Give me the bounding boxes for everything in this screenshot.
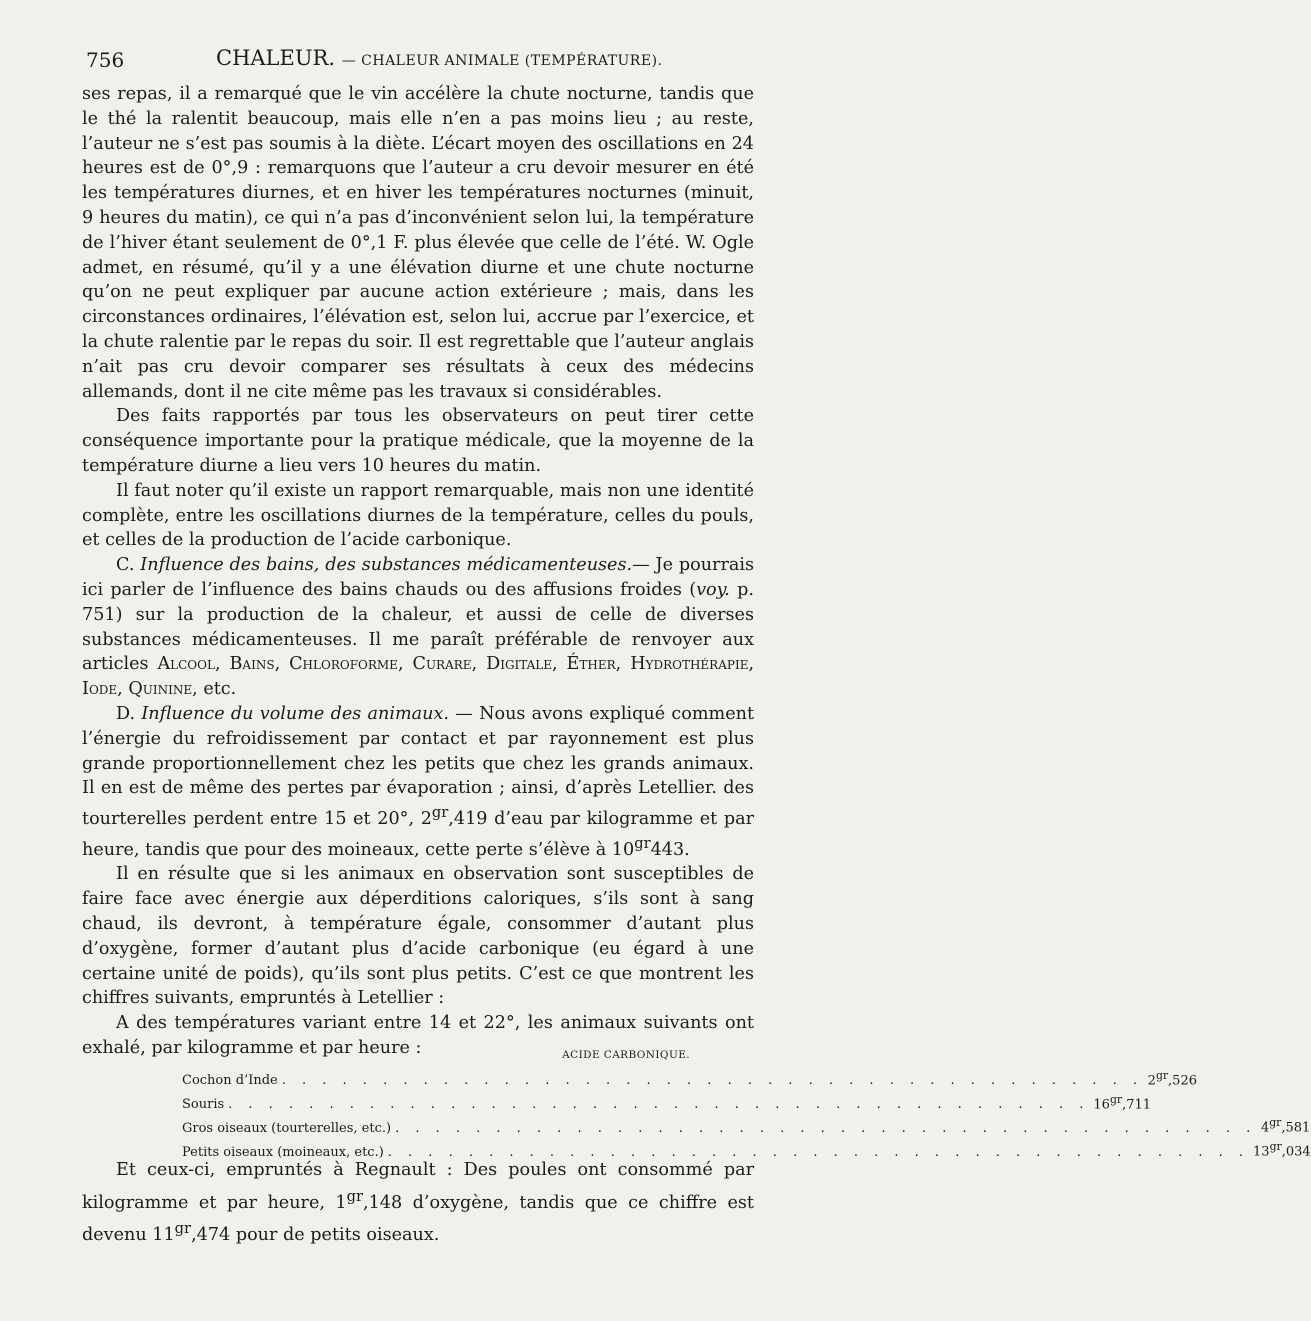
table-row [182, 1091, 1152, 1115]
paragraph-continuation: ses repas, il a remarqué que le vin accélère la chute nocturne, tandis que le thé la ralentit beaucoup, mais elle n’en a pas moins lieu ; au reste, l’auteur ne s’est pas soumis à la diète. L’écart moyen des oscillations en 24 heures est de 0°,9 : remarquons que l’auteur a cru devoir mesurer en été les températures diurnes, et en hiver les températures nocturnes (minuit, 9 heures du matin), ce qui n’a pas d’inconvénient selon lui, la température de l’hiver étant seulement de 0°,1 F. plus élevée que celle de l’été. W. Ogle admet, en résumé, qu’il y a une élévation diurne et une chute nocturne qu’on ne peut expliquer par aucune action extérieure ; mais, dans les circonstances ordinaires, l’élévation est, selon lui, accrue par l’exercice, et la chute ralentie par le repas du soir. Il est regrettable que l’auteur anglais n’ait pas cru devoir comparer ses résultats à ceux des médecins allemands, dont il ne cite même pas les travaux si considérables. [82, 84, 754, 402]
unit-gr: gr [1269, 1140, 1282, 1154]
section-c-letter: C. [116, 555, 135, 576]
row-value [1260, 1114, 1310, 1138]
unit-gr: gr [634, 834, 651, 852]
unit-gr: gr [346, 1187, 364, 1205]
closing-text [82, 1158, 754, 1248]
article-ref: Digitale [486, 654, 553, 675]
article-ref: Hydrothérapie [630, 654, 749, 675]
paragraph-consequence: Des faits rapportés par tous les observateurs on peut tirer cette conséquence importante pour la pratique médicale, que la moyenne de la température diurne a lieu vers 10 heures du matin. [82, 406, 754, 476]
paragraph-oxygen: Il en résulte que si les animaux en observation sont susceptibles de faire face avec énergie aux déperditions caloriques, s’ils sont à sang chaud, ils devront, à température égale, consommer d’autant plus d’oxygène, former d’autant plus d’acide carbonique (eu égard à une certaine unité de poids), qu’ils sont plus petits. C’est ce que montrent les chiffres suivants, empruntés à Letellier : [82, 864, 754, 1009]
section-d-text: — Nous avons expliqué comment l’énergie du refroidissement par contact et par rayonnement est plus grande proportionnellement chez les petits que chez les grands animaux. Il en est de même des pertes par évaporation ; ainsi, d’après Letellier. des tourterelles perdent entre 15 et 20°, 2 [82, 703, 755, 829]
article-ref: Quinine [128, 679, 193, 700]
row-label: Gros oiseaux (tourterelles, etc.) [182, 1120, 392, 1136]
article-ref: Éther [566, 654, 616, 675]
main-text [82, 82, 754, 1061]
regnault-text: Et ceux-ci, empruntés à Regnault : Des poules ont consommé par kilogramme et par heure, 1 [82, 1160, 754, 1213]
chapter-title: CHALEUR. [216, 46, 336, 70]
value-integer: 4 [1260, 1120, 1270, 1136]
chapter-subtitle: — CHALEUR ANIMALE (TEMPÉRATURE). [341, 53, 663, 69]
section-c-ending: etc. [203, 679, 237, 700]
article-ref: Curare [412, 654, 472, 675]
value-decimal: ,526 [1168, 1072, 1197, 1088]
regnault-text-2: ,148 d’oxygène, tandis que ce chiffre est devenu 11 [82, 1192, 754, 1245]
section-c-text: — Je pourrais ici parler de l’influence des bains chauds ou des affusions froides ( [82, 555, 754, 600]
section-d-paragraph [82, 702, 754, 863]
running-header [86, 46, 756, 80]
value-decimal: ,581 [1281, 1120, 1311, 1136]
unit-gr: gr [1155, 1068, 1169, 1082]
unit-gr: gr [431, 804, 449, 822]
running-title [216, 46, 662, 70]
table-row [182, 1114, 1311, 1138]
value-integer: 16 [1093, 1096, 1110, 1112]
paragraph-table-intro: A des températures variant entre 14 et 22°, les animaux suivants ont exhalé, par kilogramme et par heure : [82, 1013, 754, 1058]
unit-gr: gr [1269, 1116, 1282, 1130]
row-value [1253, 1138, 1311, 1162]
unit-gr: gr [1109, 1092, 1123, 1106]
paragraph-regnault [82, 1158, 754, 1248]
row-label: Petits oiseaux (moineaux, etc.) [182, 1144, 384, 1160]
value-decimal: ,034 [1281, 1144, 1311, 1160]
regnault-text-3: ,474 pour de petits oiseaux. [191, 1224, 440, 1245]
reference-voy: voy. [696, 579, 730, 600]
co2-table [182, 1046, 1311, 1162]
section-d-text-2: ,419 d’eau par kilogramme et par heure, tandis que pour des moineaux, cette perte s’élève à 10 [82, 808, 754, 860]
dot-leader: . . . . . . . . . . . . . . . . . . . . . . . . . . . . . . . . . . . . . . . . . . . [395, 1120, 1257, 1136]
value-integer: 13 [1253, 1144, 1270, 1160]
table-row [182, 1067, 1197, 1091]
value-decimal: ,711 [1122, 1096, 1152, 1112]
section-d-heading: Influence du volume des animaux. [141, 703, 449, 724]
table-header: ACIDE CARBONIQUE. [562, 1049, 690, 1061]
article-ref: Iode [82, 679, 118, 700]
page-number: 756 [86, 48, 125, 72]
paragraph-rapport: Il faut noter qu’il existe un rapport remarquable, mais non une identité complète, entre les oscillations diurnes de la température, celles du pouls, et celles de la production de l’acide carbonique. [82, 480, 754, 551]
row-value [1093, 1091, 1152, 1115]
section-d-letter: D. [116, 703, 136, 724]
article-ref: Alcool [157, 654, 215, 675]
row-label: Cochon d’Inde [182, 1072, 278, 1088]
section-d-text-3: 443. [650, 839, 690, 860]
section-c-text-2: p. 751) sur la production de la chaleur, et aussi de celle de diverses substances médicamenteuses. Il me paraît préférable de renvoyer aux articles [82, 579, 754, 675]
dot-leader: . . . . . . . . . . . . . . . . . . . . . . . . . . . . . . . . . . . . . . . . . . . [228, 1096, 1090, 1112]
article-ref: Chloroforme [289, 654, 398, 675]
section-c-paragraph: C. Influence des bains, des substances médicamenteuses.— Je pourrais ici parler de l’influence des bains chauds ou des affusions froides (voy. p. 751) sur la production de la chaleur, et aussi de celle de diverses substances médicamenteuses. Il me paraît préférable de renvoyer aux articles Alcool, Bains, Chloroforme, Curare, Digitale, Éther, Hydrothérapie, Iode, Quinine, etc. [82, 555, 755, 700]
article-ref: Bains [229, 654, 275, 675]
section-c-heading: Influence des bains, des substances médicamenteuses. [140, 555, 633, 576]
dot-leader: . . . . . . . . . . . . . . . . . . . . . . . . . . . . . . . . . . . . . . . . . . . [281, 1072, 1143, 1088]
row-label: Souris [182, 1096, 225, 1112]
unit-gr: gr [174, 1219, 192, 1237]
value-integer: 2 [1147, 1072, 1156, 1088]
dot-leader: . . . . . . . . . . . . . . . . . . . . . . . . . . . . . . . . . . . . . . . . . . . [387, 1144, 1250, 1160]
row-value [1147, 1067, 1197, 1091]
